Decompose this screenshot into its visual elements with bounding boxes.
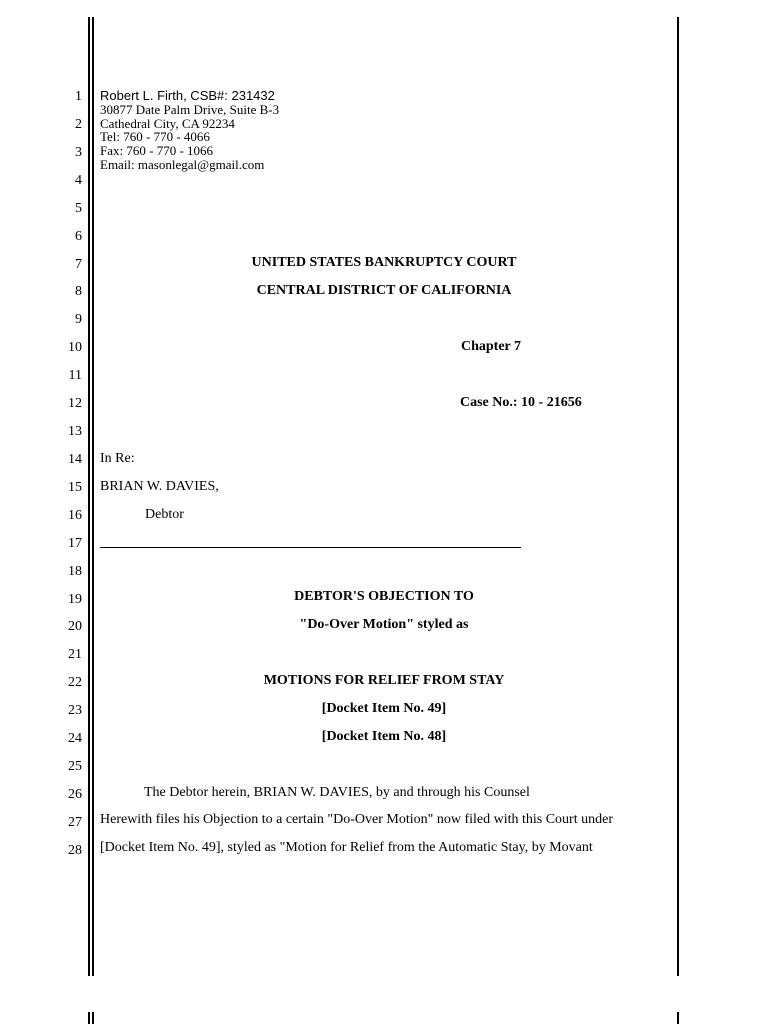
docket-reference-49: [Docket Item No. 49] — [321, 701, 447, 716]
caption-divider-line — [100, 547, 521, 548]
line-number: 19 — [68, 591, 82, 607]
line-number: 16 — [68, 507, 82, 523]
line-number: 27 — [68, 814, 82, 830]
body-line-28: [Docket Item No. 49], styled as "Motion for Relief from the Automatic Stay, by Movant — [100, 840, 593, 855]
in-re-label: In Re: — [100, 451, 135, 466]
line-number: 11 — [68, 368, 82, 384]
left-margin-rule-outer — [88, 17, 90, 976]
line-number: 6 — [75, 228, 82, 244]
case-number: Case No.: 10 - 21656 — [460, 395, 582, 410]
line-number: 14 — [68, 451, 82, 467]
document-title-line2: "Do-Over Motion" styled as — [299, 617, 469, 632]
line-number: 2 — [75, 116, 82, 132]
attorney-email: Email: masonlegal@gmail.com — [100, 157, 265, 172]
line-number: 18 — [68, 563, 82, 579]
body-line-27: Herewith files his Objection to a certain "Do-Over Motion" now filed with this Court under — [100, 812, 613, 827]
debtor-name: BRIAN W. DAVIES, — [100, 479, 219, 494]
line-number: 4 — [75, 172, 82, 188]
docket-reference-48: [Docket Item No. 48] — [321, 729, 447, 744]
line-number: 15 — [68, 479, 82, 495]
next-page-right-rule — [677, 1012, 679, 1024]
line-number: 3 — [75, 144, 82, 160]
court-district: CENTRAL DISTRICT OF CALIFORNIA — [256, 283, 512, 298]
chapter-label: Chapter 7 — [461, 339, 522, 354]
body-line-26: The Debtor herein, BRIAN W. DAVIES, by and through his Counsel — [144, 785, 530, 800]
line-number: 8 — [75, 284, 82, 300]
line-number: 28 — [68, 842, 82, 858]
left-margin-rule-inner — [92, 17, 94, 976]
line-number: 7 — [75, 256, 82, 272]
next-page-left-rule-inner — [92, 1012, 94, 1024]
line-number: 25 — [68, 759, 82, 775]
document-title-line3: MOTIONS FOR RELIEF FROM STAY — [263, 673, 505, 688]
attorney-address-line2: Cathedral City, CA 92234 — [100, 116, 235, 131]
line-number: 1 — [75, 89, 82, 104]
attorney-telephone: Tel: 760 - 770 - 4066 — [100, 129, 210, 144]
next-page-left-rule-outer — [88, 1012, 90, 1024]
attorney-fax: Fax: 760 - 770 - 1066 — [100, 143, 214, 158]
line-number: 9 — [75, 312, 82, 328]
line-number: 22 — [68, 675, 82, 691]
court-name: UNITED STATES BANKRUPTCY COURT — [251, 255, 517, 270]
right-margin-rule — [677, 17, 679, 976]
line-number: 5 — [75, 200, 82, 216]
attorney-address-line1: 30877 Date Palm Drive, Suite B-3 — [100, 102, 280, 117]
line-number: 26 — [68, 787, 82, 802]
line-number: 13 — [68, 424, 82, 440]
line-number: 12 — [68, 396, 82, 412]
line-number: 24 — [68, 731, 82, 747]
attorney-name: Robert L. Firth, CSB#: 231432 — [100, 88, 275, 103]
line-number: 21 — [68, 647, 82, 663]
document-title-line1: DEBTOR'S OBJECTION TO — [294, 589, 474, 604]
debtor-label: Debtor — [145, 507, 184, 522]
line-number: 17 — [68, 535, 82, 551]
line-number: 10 — [68, 340, 82, 356]
line-number: 20 — [68, 619, 82, 635]
line-number: 23 — [68, 703, 82, 719]
